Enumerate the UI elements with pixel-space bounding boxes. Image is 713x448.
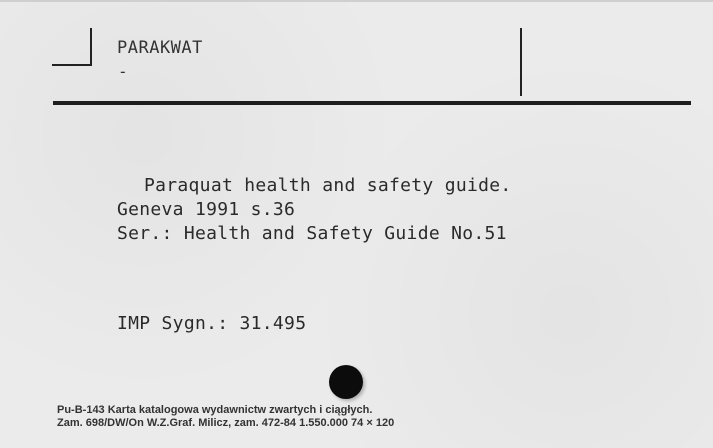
heading-divider: [53, 101, 691, 105]
card-heading: PARAKWAT: [117, 38, 203, 58]
heading-right-rule: [520, 28, 522, 96]
footer-line-1: Pu-B-143 Karta katalogowa wydawnictw zwartych i ciągłych.: [57, 404, 373, 416]
title-line: Paraquat health and safety guide.: [144, 175, 512, 196]
imprint-line: Geneva 1991 s.36: [117, 199, 296, 220]
call-number: IMP Sygn.: 31.495: [117, 313, 307, 334]
corner-mark-vertical: [90, 28, 92, 66]
series-line: Ser.: Health and Safety Guide No.51: [117, 223, 507, 244]
card-heading-sub: -: [118, 62, 128, 81]
corner-mark-horizontal: [52, 64, 92, 66]
punch-hole: [329, 365, 363, 399]
footer-line-2: Zam. 698/DW/On W.Z.Graf. Milicz, zam. 472-84 1.550.000 74 × 120: [57, 417, 395, 429]
